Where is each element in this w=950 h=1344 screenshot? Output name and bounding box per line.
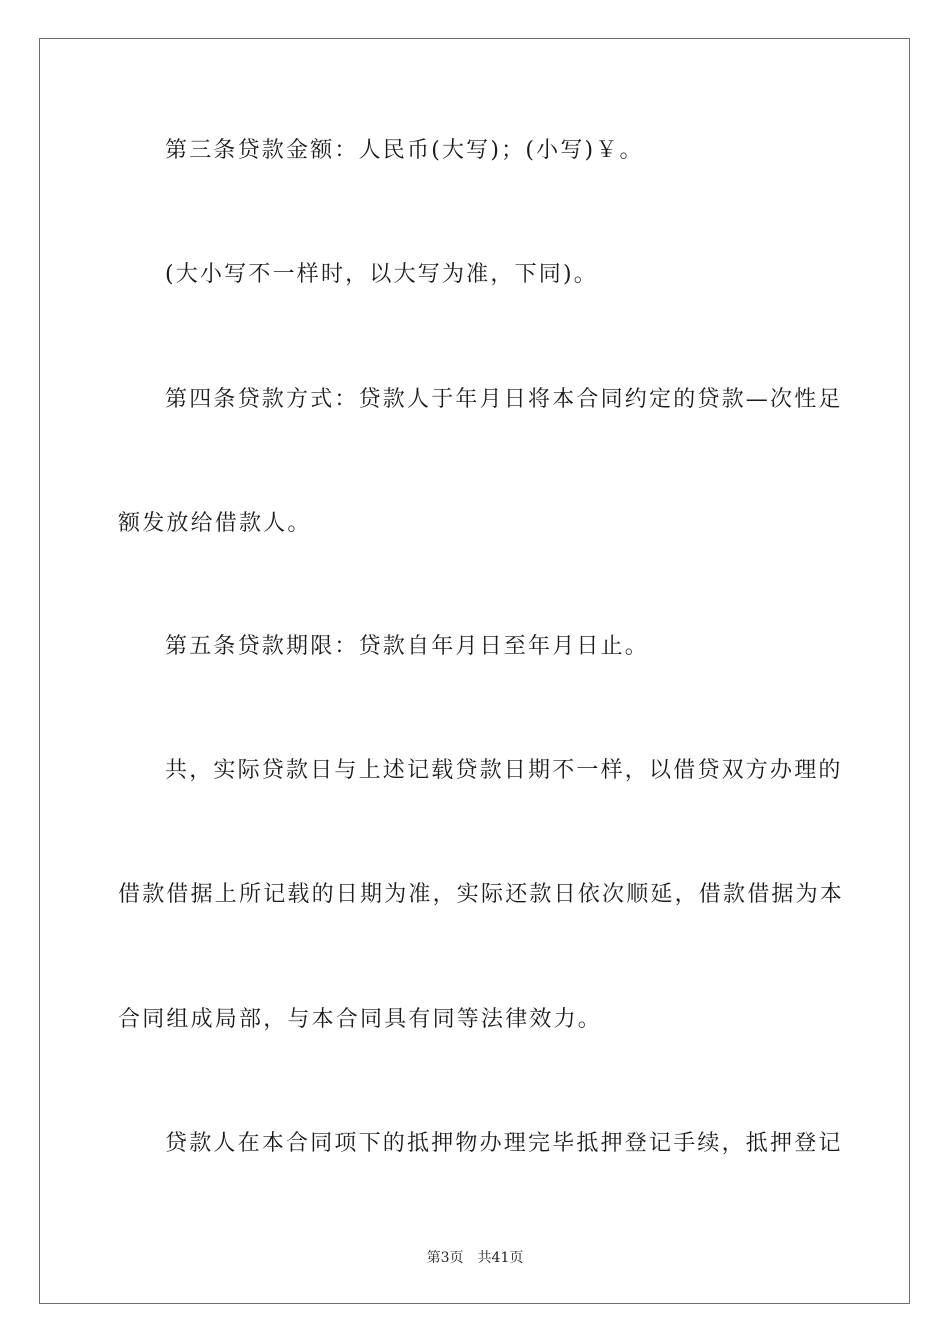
paragraph-line: 贷款人在本合同项下的抵押物办理完毕抵押登记手续，抵押登记 (165, 1131, 843, 1156)
paragraph-line: 借款借据上所记载的日期为准，实际还款日依次顺延，借款借据为本 (118, 882, 845, 907)
paragraph-line: 合同组成局部，与本合同具有同等法律效力。 (118, 1007, 603, 1032)
page-border (39, 38, 910, 1304)
paragraph-line: (大小写不一样时，以大写为准，下同)。 (165, 262, 598, 287)
paragraph-line: 第五条贷款期限：贷款自年月日至年月日止。 (165, 634, 650, 659)
page-number: 第3页 (426, 1250, 464, 1266)
page-footer (0, 1248, 950, 1268)
paragraph-line: 额发放给借款人。 (118, 511, 312, 536)
paragraph-line: 共，实际贷款日与上述记载贷款日期不一样，以借贷双方办理的 (165, 758, 843, 783)
page-total: 共41页 (477, 1250, 524, 1266)
paragraph-line: 第三条贷款金额：人民币(大写)；(小写)￥。 (165, 138, 644, 163)
paragraph-line: 第四条贷款方式：贷款人于年月日将本合同约定的贷款—次性足 (165, 387, 843, 412)
